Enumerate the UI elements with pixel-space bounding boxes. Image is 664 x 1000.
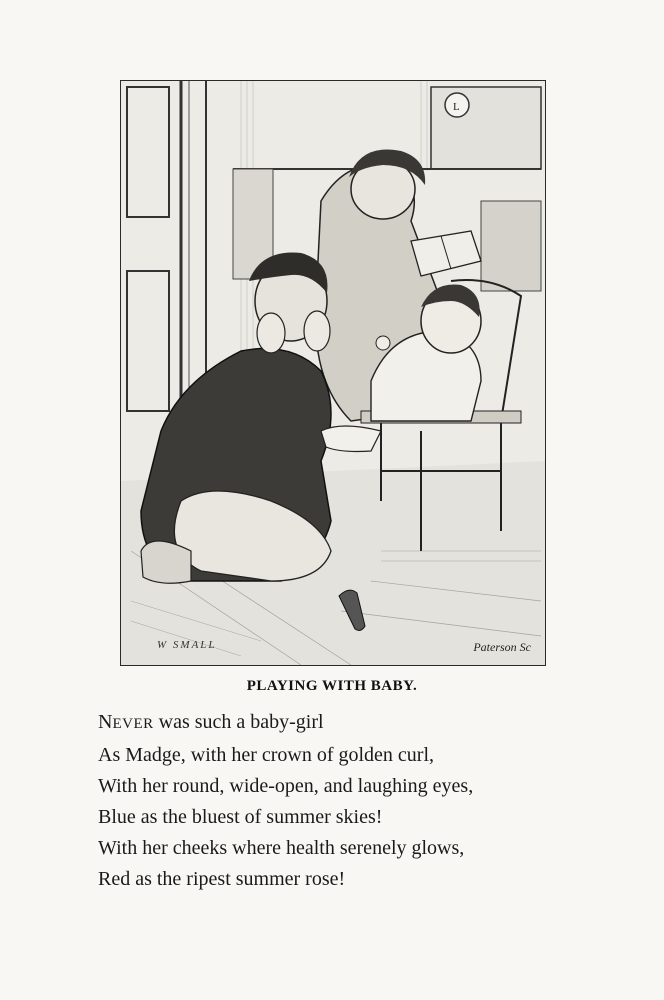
small-caps-word: EVER [112, 716, 154, 732]
poem-line-4: Blue as the bluest of summer skies! [98, 806, 383, 828]
poem-line-3: With her round, wide-open, and laughing eyes, [98, 775, 474, 797]
engraver-signature: Paterson Sc [473, 640, 531, 654]
poem-text [98, 707, 618, 895]
poem-line-6: Red as the ripest summer rose! [98, 868, 346, 890]
poem-line-1-rest: was such a baby-girl [153, 711, 324, 733]
poem-line-1 [98, 707, 618, 740]
engraving-illustration [120, 80, 546, 666]
artist-signature: W SMALL [157, 639, 217, 651]
drop-initial: N [98, 711, 113, 733]
poem-line-5: With her cheeks where health serenely glows, [98, 837, 465, 859]
illustration-caption: PLAYING WITH BABY. [246, 678, 418, 694]
engraving-drawing [121, 81, 545, 665]
svg-text:L: L [453, 101, 460, 113]
poem-line-2: As Madge, with her crown of golden curl, [98, 744, 435, 766]
